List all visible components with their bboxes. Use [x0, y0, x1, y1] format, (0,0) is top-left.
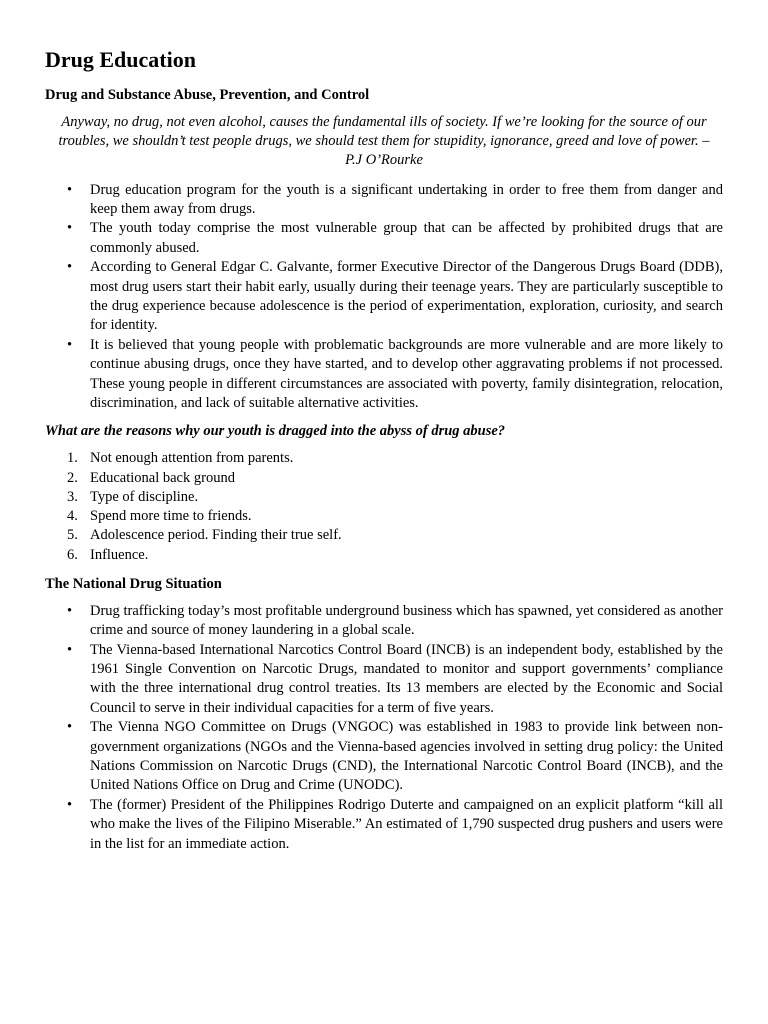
list-number: 5.	[67, 527, 78, 544]
list-item	[45, 546, 723, 565]
list-item	[45, 469, 723, 488]
list-item-text: Drug trafficking today’s most profitable underground business which has spawned, yet considered as another crime and source of money laundering in a global scale.	[90, 602, 723, 639]
list-item-text: Not enough attention from parents.	[90, 450, 294, 467]
list-number: 4.	[67, 508, 78, 525]
list-item	[45, 488, 723, 507]
list-item	[45, 336, 723, 414]
bullet-icon: •	[67, 796, 73, 813]
bullet-icon: •	[67, 336, 73, 353]
list-item-text: The (former) President of the Philippines Rodrigo Duterte and campaigned on an explicit platform “kill all who make the lives of the Filipino Miserable.” An estimated of 1,790 suspected drug pushers and users were in the list for an immediate action.	[90, 796, 723, 852]
list-item-text: Drug education program for the youth is a significant undertaking in order to free them from danger and keep them away from drugs.	[90, 181, 723, 218]
epigraph-quote	[45, 113, 723, 171]
list-item-text: Type of discipline.	[90, 488, 199, 505]
list-item	[45, 796, 723, 854]
list-item	[45, 602, 723, 641]
section-heading-national-drug-situation: The National Drug Situation	[45, 575, 222, 592]
bullet-icon: •	[67, 220, 73, 237]
bullet-icon: •	[67, 259, 73, 276]
list-item	[45, 258, 723, 336]
section-heading-abuse-prevention: Drug and Substance Abuse, Prevention, and Control	[45, 87, 370, 103]
list-item	[45, 526, 723, 545]
list-item-text: The Vienna-based International Narcotics Control Board (INCB) is an independent body, established by the 1961 Single Convention on Narcotic Drugs, mandated to monitor and support governments’ compliance with the three international drug control treaties. Its 13 members are elected by the Economic and Social Council to serve in their individual capacities for a term of five years.	[90, 641, 723, 716]
bullet-icon: •	[67, 719, 73, 736]
list-item-text: Adolescence period. Finding their true self.	[90, 527, 342, 544]
list-item	[45, 718, 723, 796]
numbered-list-reasons	[45, 449, 723, 564]
document-title: Drug Education	[45, 47, 196, 72]
list-number: 1.	[67, 450, 78, 467]
list-item-text: Influence.	[90, 546, 149, 563]
list-item	[45, 181, 723, 220]
list-item-text: The Vienna NGO Committee on Drugs (VNGOC) was established in 1983 to provide link between non-government organizations (NGOs and the Vienna-based agencies involved in setting drug policy: the United Nations Commission on Narcotic Drugs (CND), the International Narcotic Control Board (INCB), and the United Nations Office on Drug and Crime (UNODC).	[90, 719, 723, 794]
list-number: 3.	[67, 488, 78, 505]
list-item-text: It is believed that young people with problematic backgrounds are more vulnerable and are more likely to continue abusing drugs, once they have started, and to develop other aggravating problems if not processed. These young people in different circumstances are associated with poverty, family disintegration, relocation, discrimination, and lack of suitable alternative activities.	[90, 336, 723, 412]
list-item-text: Spend more time to friends.	[90, 508, 252, 525]
list-item	[45, 507, 723, 526]
bullet-list-youth	[45, 181, 723, 414]
list-number: 2.	[67, 469, 78, 486]
reasons-question: What are the reasons why our youth is dragged into the abyss of drug abuse?	[45, 423, 506, 440]
bullet-icon: •	[67, 181, 73, 198]
list-item-text: According to General Edgar C. Galvante, former Executive Director of the Dangerous Drugs Board (DDB), most drug users start their habit early, usually during their teenage years. They are particularly susceptible to the drug experience because adolescence is the period of experimentation, exploration, curiosity, and search for identity.	[90, 259, 723, 334]
list-item-text: The youth today comprise the most vulnerable group that can be affected by prohibited drugs that are commonly abused.	[90, 220, 723, 256]
quote-author: P.J O’Rourke	[345, 152, 423, 169]
list-item	[45, 219, 723, 258]
list-item	[45, 449, 723, 468]
document-page	[45, 46, 723, 863]
bullet-icon: •	[67, 641, 73, 658]
list-item	[45, 641, 723, 719]
list-number: 6.	[67, 546, 78, 563]
bullet-list-national-situation	[45, 602, 723, 854]
quote-text: Anyway, no drug, not even alcohol, causes the fundamental ills of society. If we’re looking for the source of our troubles, we shouldn’t test people drugs, we should test them for stupidity, ignorance, greed and love of power. –	[58, 114, 710, 150]
list-item-text: Educational back ground	[90, 469, 235, 486]
bullet-icon: •	[67, 602, 73, 619]
